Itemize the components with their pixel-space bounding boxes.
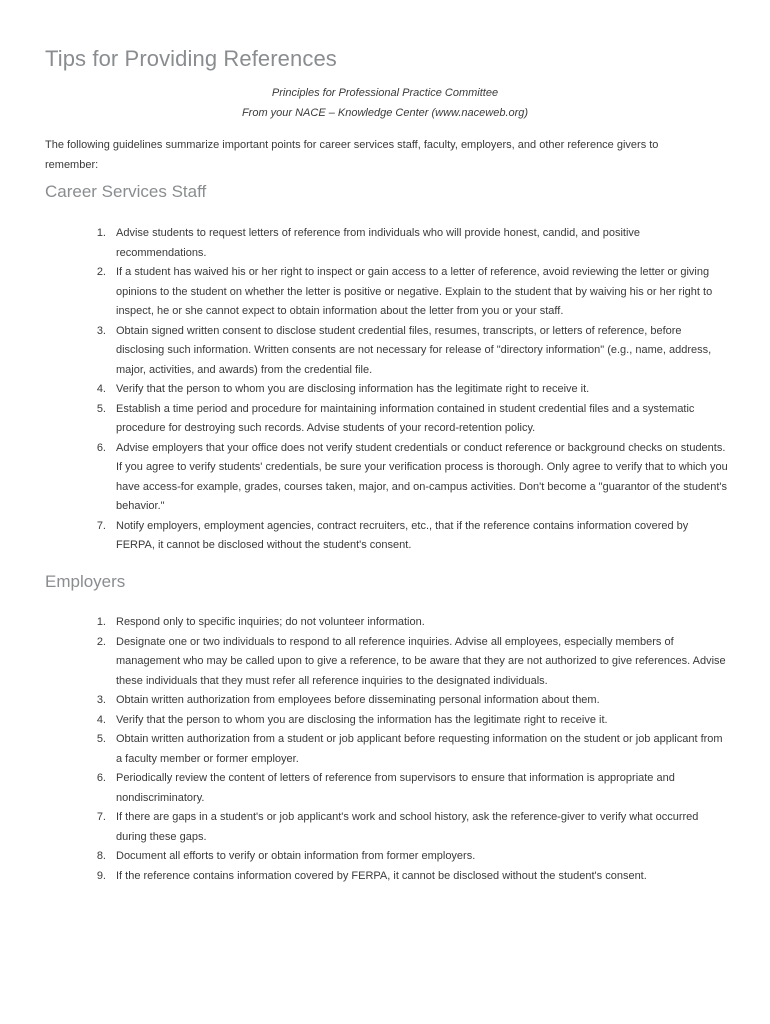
item-number: 6. (96, 441, 106, 454)
list-item (88, 322, 728, 381)
item-number: 1. (96, 227, 106, 239)
section-heading-career-services: Career Services Staff (45, 182, 207, 201)
item-number: 6. (96, 772, 106, 784)
list-item (88, 691, 728, 711)
item-number: 9. (96, 869, 106, 882)
list-item (88, 439, 728, 517)
list-item (88, 263, 728, 322)
list-item (88, 769, 728, 808)
subtitle-committee: Principles for Professional Practice Committee (271, 87, 499, 99)
item-text: Periodically review the content of letters of reference from supervisors to ensure that information is appropriate and nondiscriminatory. (116, 772, 675, 804)
item-text: Obtain written authorization from a student or job applicant before requesting information on the student or job applicant from a faculty member or former employer. (116, 733, 723, 765)
item-text: Respond only to specific inquiries; do not volunteer information. (116, 616, 425, 628)
section-heading-employers: Employers (45, 572, 126, 591)
item-text: If the reference contains information covered by FERPA, it cannot be disclosed without the student's consent. (116, 869, 647, 882)
item-text: Obtain signed written consent to disclose student credential files, resumes, transcripts, or letters of reference, before disclosing such information. Written consents are not necessary for release of "directory information" (e.g., name, address, major, activities, and awards) from the credential file. (116, 324, 712, 376)
item-text: Verify that the person to whom you are disclosing information has the legitimate right to receive it. (116, 383, 590, 395)
item-text: If there are gaps in a student's or job applicant's work and school history, ask the reference-giver to verify what occurred during these gaps. (116, 811, 699, 843)
list-item (88, 400, 728, 439)
item-number: 2. (96, 635, 106, 648)
item-number: 2. (96, 266, 106, 278)
item-number: 7. (96, 811, 106, 823)
item-number: 5. (96, 402, 106, 415)
item-number: 3. (96, 694, 106, 706)
page-title: Tips for Providing References (45, 46, 337, 71)
item-text: Document all efforts to verify or obtain information from former employers. (116, 850, 476, 862)
item-text: Obtain written authorization from employees before disseminating personal information about them. (116, 694, 600, 706)
item-text: Verify that the person to whom you are disclosing the information has the legitimate right to receive it. (116, 713, 608, 726)
item-text: Establish a time period and procedure for maintaining information contained in student credential files and a systematic procedure for destroying such records. Advise students of your record-retention policy. (116, 402, 695, 434)
item-text: Advise students to request letters of reference from individuals who will provide honest, candid, and positive recommendations. (116, 227, 641, 259)
list-item (88, 730, 728, 769)
item-number: 5. (96, 733, 106, 745)
list-item (88, 808, 728, 847)
item-text: Advise employers that your office does not verify student credentials or conduct reference or background checks on students. If you agree to verify students' credentials, be sure your verification process is thorough. Only agree to verify that to which you have access-for example, grades, courses taken, major, and on-campus activities. Don't become a "guarantor of the student's behavior." (116, 441, 728, 512)
list-item (88, 224, 728, 263)
item-number: 4. (96, 383, 106, 395)
career-services-list (88, 224, 728, 556)
item-number: 4. (96, 713, 106, 726)
list-item (88, 867, 728, 887)
item-text: Designate one or two individuals to respond to all reference inquiries. Advise all employees, especially members of management who may be called upon to give a reference, to be aware that they are not authorized to give references. Advise these individuals that they must refer all reference inquiries to the designated individuals. (116, 635, 726, 687)
list-item (88, 613, 728, 633)
item-number: 7. (96, 519, 106, 532)
item-text: Notify employers, employment agencies, contract recruiters, etc., that if the reference contains information covered by FERPA, it cannot be disclosed without the student's consent. (116, 519, 689, 551)
item-text: If a student has waived his or her right to inspect or gain access to a letter of reference, avoid reviewing the letter or giving opinions to the student on whether the letter is positive or negative. Explain to the student that by waiving his or her right to inspect, he or she cannot expect to obtain information about the letter from you or your staff. (116, 266, 713, 317)
subtitle-source: From your NACE – Knowledge Center (www.naceweb.org) (241, 107, 529, 119)
intro-paragraph: The following guidelines summarize important points for career services staff, faculty, employers, and other reference givers to remember: (45, 139, 659, 171)
list-item (88, 711, 728, 731)
item-number: 8. (96, 850, 106, 862)
list-item (88, 517, 728, 556)
employers-list (88, 613, 728, 886)
item-number: 1. (96, 616, 106, 628)
list-item (88, 633, 728, 692)
item-number: 3. (96, 324, 106, 337)
list-item (88, 380, 728, 400)
list-item (88, 847, 728, 867)
